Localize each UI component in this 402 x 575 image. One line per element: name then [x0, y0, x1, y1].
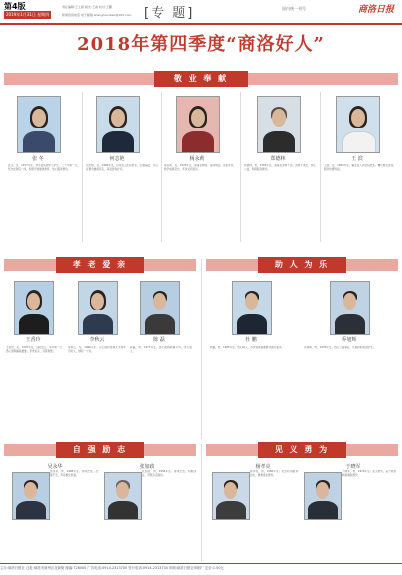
portrait-photo: [232, 281, 272, 335]
portrait-photo: [96, 96, 140, 153]
person-bio: 王香玲，女，1970年生，山阳县人。多年如一日悉心照顾瘫痪婆婆，孝老爱亲，邻里称赞。: [6, 346, 62, 354]
section-label: 敬 业 奉 献: [154, 71, 248, 87]
section-header-filial: [4, 259, 196, 271]
section-header-helping: [206, 259, 398, 271]
person-bio: 王滨，女，1983年生，镇安县人民医院医生。精心救治患者，服务热情周到。: [324, 164, 396, 172]
portrait-photo: [104, 472, 142, 520]
person-name: 张 冬: [32, 156, 44, 162]
section-header-self-improvement: [4, 444, 196, 456]
section-label: 自 强 励 志: [56, 442, 144, 458]
person-name: 陈 磊: [153, 337, 165, 343]
portrait-photo: [304, 472, 342, 520]
person-bio: 乔旭辉，男，1976年生。热心公益事业，长期资助贫困学生。: [304, 346, 376, 349]
portrait-photo: [176, 96, 220, 153]
portrait-photo: [212, 472, 250, 520]
column-divider: [201, 444, 202, 562]
person-name: 杨永莉: [189, 156, 205, 162]
person-bio: 杜鹏，男，1985年生。热心助人，多次帮助困难群众渡过难关。: [210, 346, 285, 349]
person-name: 杨孝亮: [255, 464, 271, 470]
person-name: 王香玲: [25, 337, 41, 343]
person-name: 吴永华: [47, 464, 63, 470]
person-bio: 张加政，男，1956年生。身残志坚，积极创业，带领乡亲脱贫。: [142, 470, 196, 478]
person-name: 郑德林: [270, 156, 286, 162]
section-label: 见 义 勇 为: [258, 442, 346, 458]
section-label: 孝 老 爱 亲: [56, 257, 144, 273]
person-bio: 李秋云，女，1966年生。尽心照料患病丈夫和年迈老人，撑起一个家。: [68, 346, 126, 354]
person-bio: 郑德林，男，1955年生，洛南县退休干部。退休不退志，热心公益，积极服务群众。: [244, 164, 316, 172]
section-label: 助 人 为 乐: [258, 257, 346, 273]
person-bio: 张冬，女，1977年生，柞水县疾控中心护士。二十年如一日，坚守在防疫一线，积极开展健康教育，热心服务群众。: [8, 164, 80, 172]
portrait-photo: [14, 281, 54, 335]
person-bio: 陈磊，男，1977年生。悉心照顾病重父母，孝心感人。: [130, 346, 192, 354]
editor-line: 责任编辑:王士颖 版式:王淼 校对:王鹏: [62, 5, 112, 9]
person-bio: 杨孝亮，男，1966年生。危急时刻挺身而出，勇救落水群众。: [250, 470, 298, 478]
person-name: 何志艳: [109, 156, 125, 162]
person-name: 王 滨: [351, 156, 363, 162]
portrait-photo: [336, 96, 380, 153]
portrait-photo: [78, 281, 118, 335]
person-bio: 吴永华，男，1968年生。身残志坚，自强不息，带动群众致富。: [50, 470, 98, 478]
email-line: 新闻热线电话 电子邮箱:shangluoribao@163.com: [62, 13, 132, 17]
person-bio: 何志艳，女，1980年生，丹凤县卫生院医生。扎根基层，为山区群众健康奔走，深受患者好评。: [86, 164, 158, 172]
person-bio: 杨永莉，女，1976年生，商南县教师。爱岗敬业，关爱学生，教学成绩突出，多次受到表彰。: [164, 164, 236, 172]
column-divider: [201, 259, 202, 439]
column-divider: [320, 92, 321, 242]
person-name: 于晓军: [345, 464, 361, 470]
column-divider: [161, 92, 162, 242]
section-header-dedication: [4, 73, 398, 85]
person-name: 李秋云: [89, 337, 105, 343]
masthead-bar: [0, 0, 402, 23]
page-number: 第4版: [4, 2, 26, 11]
page-title: 2018年第四季度“商洛好人”: [77, 34, 325, 55]
person-bio: 于晓军，男，1974年生。见义勇为，奋不顾身救助遇险群众。: [342, 470, 396, 478]
issue-date: 2019年1月31日 星期四: [6, 12, 50, 17]
person-name: 乔旭辉: [341, 337, 357, 343]
newspaper-logo: 商洛日报: [358, 5, 395, 15]
portrait-photo: [12, 472, 50, 520]
column-divider: [82, 92, 83, 242]
column-divider: [240, 92, 241, 242]
person-name: 张加政: [139, 464, 155, 470]
section-title: [专 题]: [144, 6, 195, 21]
portrait-photo: [140, 281, 180, 335]
footer-divider: [0, 563, 402, 564]
portrait-photo: [257, 96, 301, 153]
footer-info: 主办:商洛日报社 社址:商洛市商州区北新街 邮编:726000 广告电话:0914-2313700 发行电话:0914-2313734 印刷:商洛日报社印刷厂 定价:1.50元: [0, 566, 224, 570]
section-header-bravery: [206, 444, 398, 456]
right-info: 国内统一刊号: [282, 6, 306, 11]
portrait-photo: [330, 281, 370, 335]
header-divider: [0, 23, 402, 25]
portrait-photo: [17, 96, 61, 153]
person-name: 杜 鹏: [245, 337, 257, 343]
